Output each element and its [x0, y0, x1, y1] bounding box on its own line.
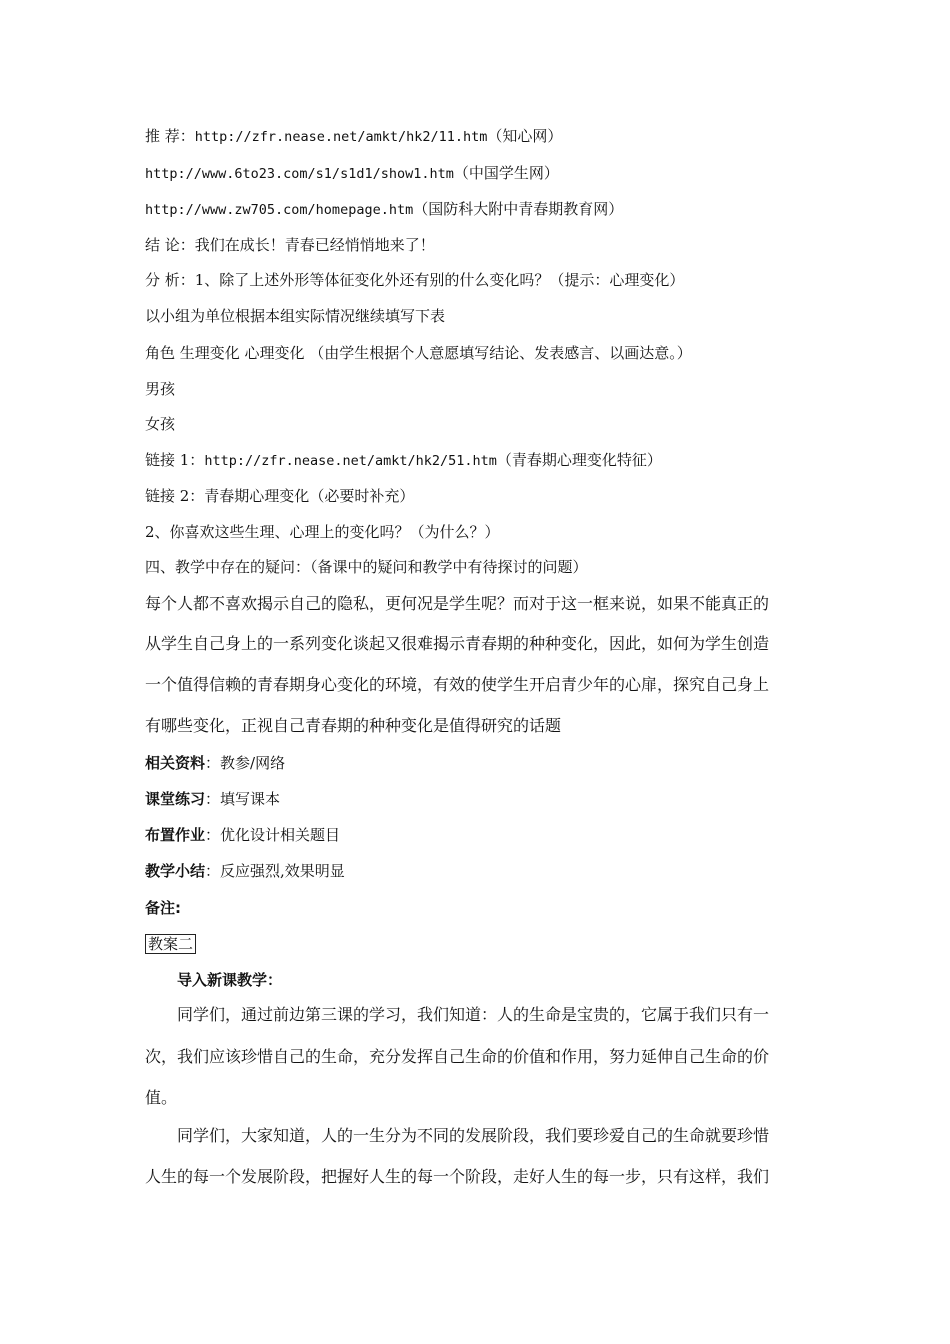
intro-paragraph-line: 值。 — [145, 1088, 178, 1107]
link-line-2 — [145, 163, 815, 184]
question-line: 2、你喜欢这些生理、心理上的变化吗？（为什么？） — [145, 523, 500, 541]
intro-heading-text: 导入新课教学： — [177, 971, 283, 989]
link3-url[interactable]: http://www.zw705.com/homepage.htm — [145, 202, 414, 218]
remarks-line — [145, 898, 815, 918]
boy-row: 男孩 — [145, 380, 176, 398]
summary-value: ：反应强烈,效果明显 — [205, 862, 345, 880]
link1-label: 链接 1： — [145, 451, 205, 469]
intro-paragraph-line: 同学们，通过前边第三课的学习，我们知道：人的生命是宝贵的，它属于我们只有一 — [177, 1005, 770, 1024]
paragraph-line: 从学生自己身上的一系列变化谈起又很难揭示青春期的种种变化，因此，如何为学生创造 — [145, 634, 770, 653]
practice-label: 课堂练习 — [145, 790, 206, 808]
table-header-line: 角色 生理变化 心理变化 （由学生根据个人意愿填写结论、发表感言、以画达意。） — [145, 344, 692, 362]
conclusion-line: 结 论：我们在成长！青春已经悄悄地来了！ — [145, 236, 435, 254]
group-task-line: 以小组为单位根据本组实际情况继续填写下表 — [145, 307, 446, 325]
recommend-line — [145, 126, 815, 147]
recommend-url[interactable]: http://zfr.nease.net/amkt/hk2/11.htm — [194, 129, 488, 145]
intro-paragraph-line: 次，我们应该珍惜自己的生命，充分发挥自己生命的价值和作用，努力延伸自己生命的价 — [145, 1047, 770, 1066]
remarks-label: 备注: — [145, 899, 181, 917]
section-four-heading: 四、教学中存在的疑问：（备课中的疑问和教学中有待探讨的问题） — [145, 558, 588, 576]
homework-line — [145, 825, 815, 845]
paragraph-line: 有哪些变化，正视自己青春期的种种变化是值得研究的话题 — [145, 716, 562, 735]
paragraph-line: 一个值得信赖的青春期身心变化的环境，有效的使学生开启青少年的心扉，探究自己身上 — [145, 675, 770, 694]
girl-row: 女孩 — [145, 415, 176, 433]
recommend-label: 推 荐： — [145, 127, 195, 145]
summary-label: 教学小结 — [145, 862, 206, 880]
link3-note: （国防科大附中青春期教育网） — [413, 200, 624, 218]
practice-value: ：填写课本 — [205, 790, 281, 808]
lesson-plan-two-box: 教案二 — [145, 934, 196, 954]
link1-note: （青春期心理变化特征） — [496, 451, 662, 469]
homework-label: 布置作业 — [145, 826, 206, 844]
link2-note: （中国学生网） — [453, 164, 559, 182]
lesson-plan-two-heading — [145, 934, 815, 954]
analysis-line: 分 析：1、除了上述外形等体征变化外还有别的什么变化吗？（提示：心理变化） — [145, 271, 685, 289]
recommend-note: （知心网） — [487, 127, 563, 145]
materials-label: 相关资料 — [145, 754, 206, 772]
intro-heading — [177, 970, 817, 990]
second-paragraph-line: 同学们，大家知道，人的一生分为不同的发展阶段，我们要珍爱自己的生命就要珍惜 — [177, 1126, 770, 1145]
second-paragraph-line: 人生的每一个发展阶段，把握好人生的每一个阶段，走好人生的每一步，只有这样，我们 — [145, 1167, 770, 1186]
practice-line — [145, 789, 815, 809]
link-line-3 — [145, 199, 815, 220]
homework-value: ：优化设计相关题目 — [205, 826, 341, 844]
link1-url[interactable]: http://zfr.nease.net/amkt/hk2/51.htm — [204, 453, 497, 469]
materials-value: ：教参/网络 — [205, 754, 286, 772]
link2-url[interactable]: http://www.6to23.com/s1/s1d1/show1.htm — [145, 166, 454, 182]
paragraph-line: 每个人都不喜欢揭示自己的隐私，更何况是学生呢？而对于这一框来说，如果不能真正的 — [145, 594, 770, 613]
link2-line: 链接 2：青春期心理变化（必要时补充） — [145, 487, 415, 505]
materials-line — [145, 753, 815, 773]
link1-line — [145, 450, 815, 471]
summary-line — [145, 861, 815, 881]
